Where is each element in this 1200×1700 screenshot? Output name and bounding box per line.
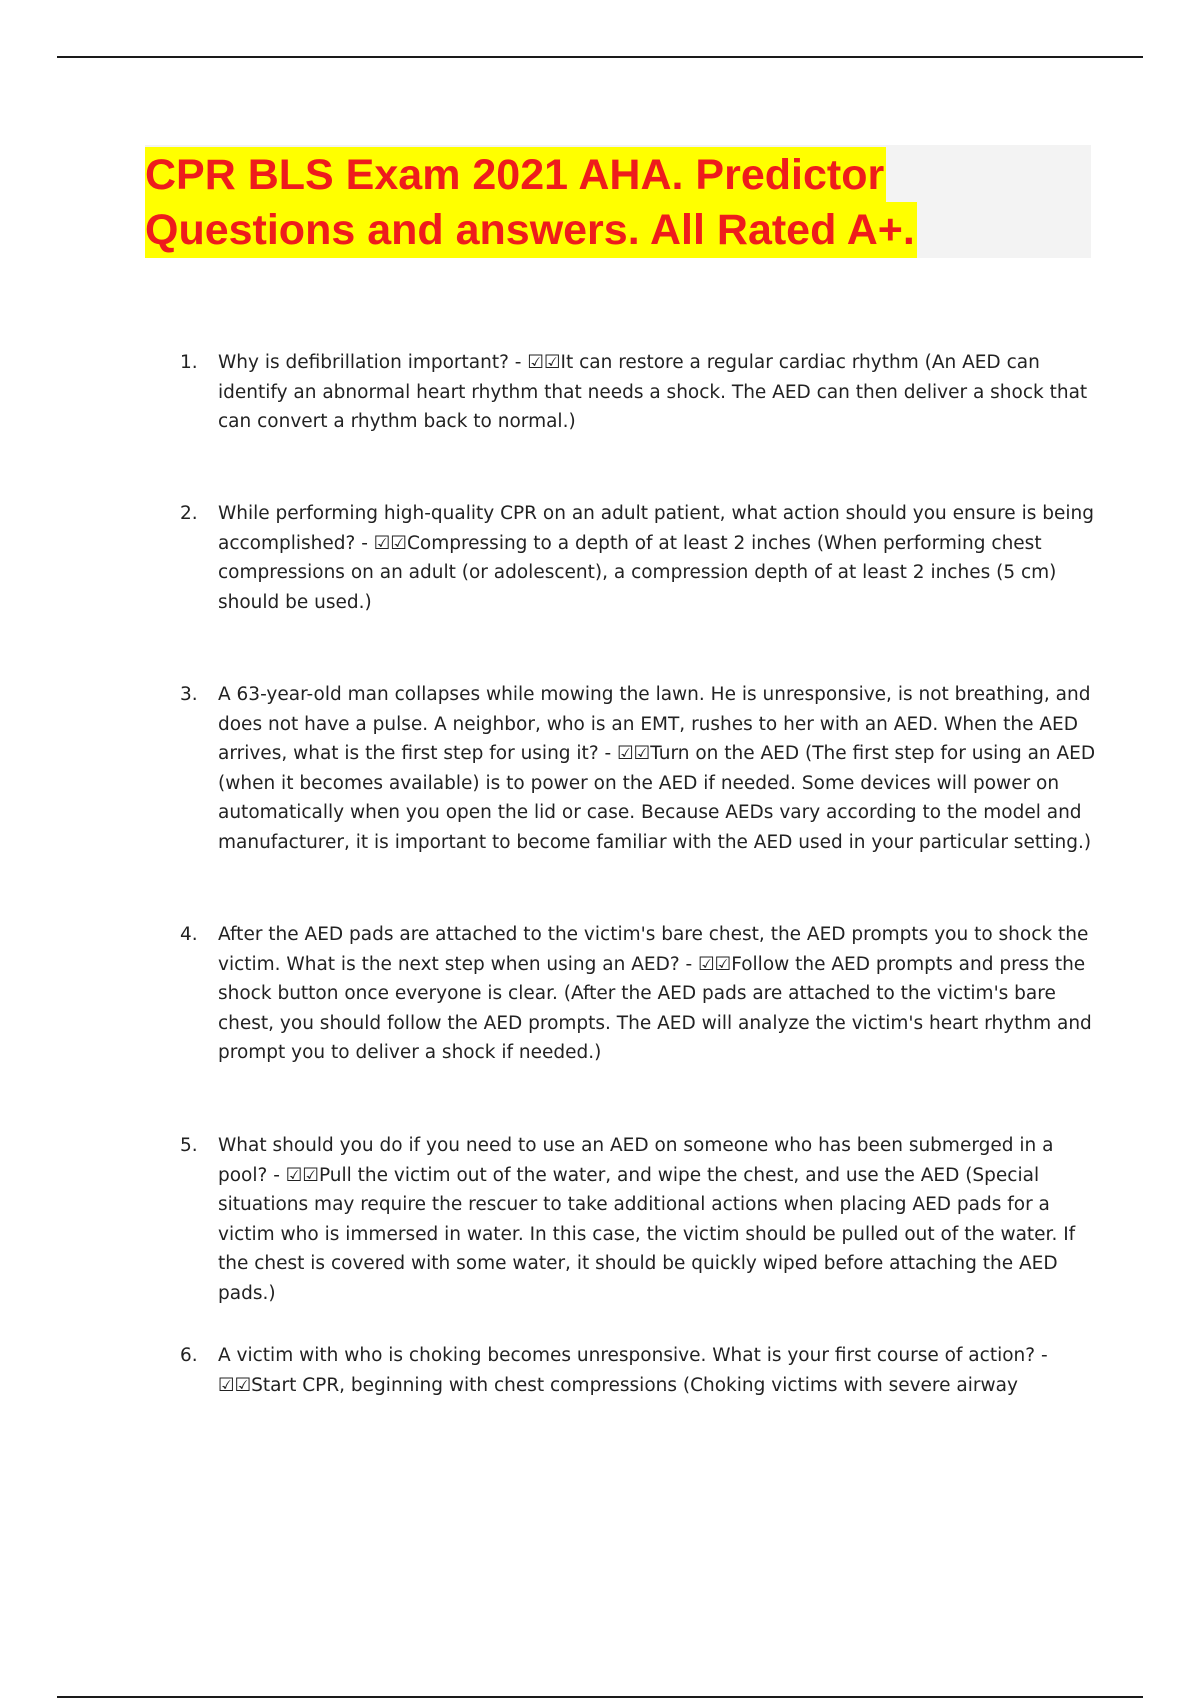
question-number: 1. bbox=[180, 352, 198, 373]
question-text: Why is defibrillation important? - ☑☑It can restore a regular cardiac rhythm (An AED can identify an abnormal heart rhythm that needs a shock. The AED can then deliver a shock that can convert a rhythm back to normal.) bbox=[218, 352, 1088, 432]
page-title-line-1: CPR BLS Exam 2021 AHA. Predictor bbox=[145, 147, 886, 203]
question-number: 2. bbox=[180, 503, 198, 524]
question-text: A 63-year-old man collapses while mowing the lawn. He is unresponsive, is not breathing, and does not have a pulse. A neighbor, who is an EMT, rushes to her with an AED. When the AED arrives, what is the first step for using it? - ☑☑Turn on the AED (The first step for using an AED (when it becomes available) is to power on the AED if needed. Some devices will power on automatically when you open the lid or case. Because AEDs vary according to the model and manufacturer, it is important to become familiar with the AED used in your particular setting.) bbox=[218, 684, 1096, 853]
question-text: While performing high-quality CPR on an adult patient, what action should you ensure is being accomplished? - ☑☑Compressing to a depth of at least 2 inches (When performing chest compressions on an adult (or adolescent), a compression depth of at least 2 inches (5 cm) should be used.) bbox=[218, 503, 1094, 613]
question-number: 5. bbox=[180, 1135, 198, 1156]
question-number: 4. bbox=[180, 924, 198, 945]
question-number: 6. bbox=[180, 1345, 198, 1366]
bottom-rule bbox=[57, 1696, 1143, 1698]
question-text: What should you do if you need to use an AED on someone who has been submerged in a pool? - ☑☑Pull the victim out of the water, and wipe the chest, and use the AED (Special situations may require the rescuer to take additional actions when placing AED pads for a victim who is immersed in water. In this case, the victim should be pulled out of the water. If the chest is covered with some water, it should be quickly wiped before attaching the AED pads.) bbox=[218, 1135, 1076, 1304]
top-rule bbox=[57, 56, 1143, 58]
page-title-line-2: Questions and answers. All Rated A+. bbox=[145, 202, 917, 258]
question-text: After the AED pads are attached to the victim's bare chest, the AED prompts you to shock the victim. What is the next step when using an AED? - ☑☑Follow the AED prompts and press the shock button once everyone is clear. (After the AED pads are attached to the victim's bare chest, you should follow the AED prompts. The AED will analyze the victim's heart rhythm and prompt you to deliver a shock if needed.) bbox=[218, 924, 1092, 1063]
question-number: 3. bbox=[180, 684, 198, 705]
question-text: A victim with who is choking becomes unresponsive. What is your first course of action? - ☑☑Start CPR, beginning with chest compressions (Choking victims with severe airway bbox=[218, 1345, 1048, 1396]
